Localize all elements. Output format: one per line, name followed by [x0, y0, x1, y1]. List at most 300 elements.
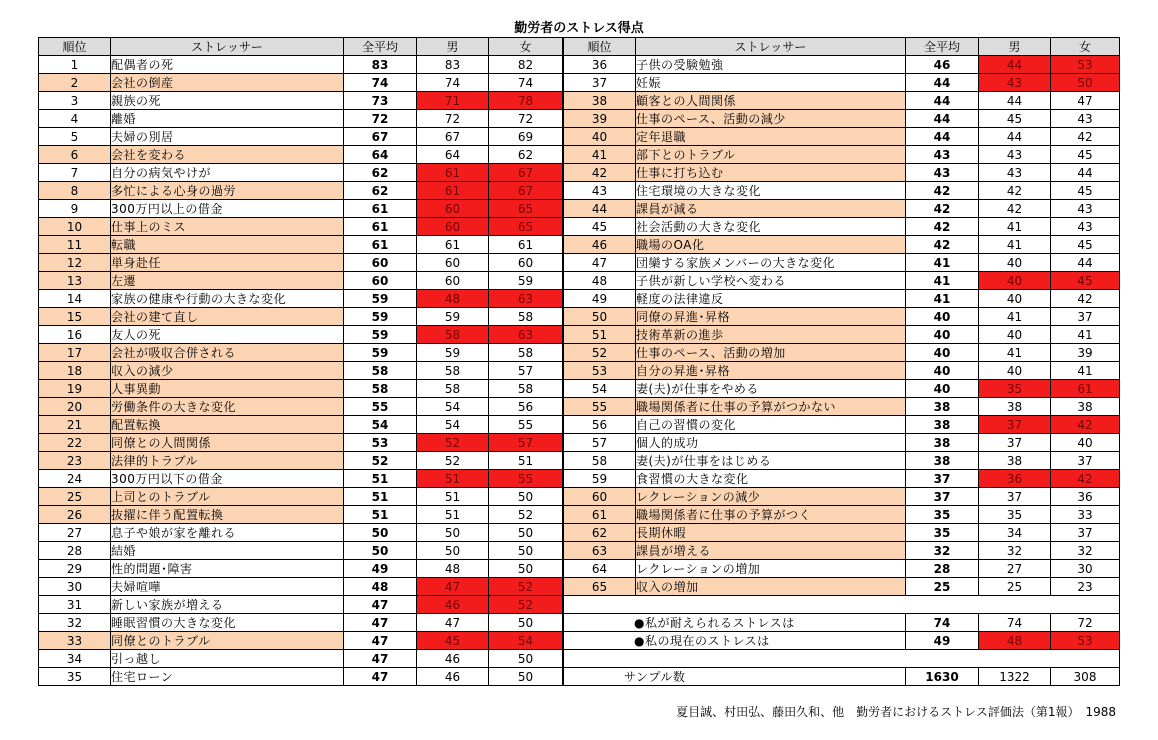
avg-cell: 72 [344, 110, 417, 128]
summary-label: ●私の現在のストレスは [564, 632, 906, 650]
table-row [39, 218, 563, 236]
female-cell: 54 [489, 632, 563, 650]
stressor-cell: 新しい家族が増える [111, 596, 344, 614]
table-row [39, 506, 563, 524]
rank-cell: 55 [564, 398, 636, 416]
stressor-cell: 仕事のペース、活動の増加 [636, 344, 906, 362]
female-cell: 42 [1051, 416, 1120, 434]
male-cell: 60 [417, 272, 489, 290]
female-cell: 44 [1051, 164, 1120, 182]
rank-cell: 32 [39, 614, 111, 632]
male-cell: 51 [417, 506, 489, 524]
stressor-cell: 定年退職 [636, 128, 906, 146]
avg-cell: 59 [344, 290, 417, 308]
rank-cell: 59 [564, 470, 636, 488]
female-cell: 43 [1051, 218, 1120, 236]
female-cell: 69 [489, 128, 563, 146]
table-row [564, 470, 1120, 488]
avg-cell: 59 [344, 326, 417, 344]
female-cell: 43 [1051, 200, 1120, 218]
female-cell: 52 [489, 596, 563, 614]
table-row [564, 578, 1120, 596]
male-cell: 47 [417, 614, 489, 632]
female-cell: 50 [489, 668, 563, 686]
male-cell: 43 [979, 146, 1051, 164]
stressor-cell: 睡眠習慣の大きな変化 [111, 614, 344, 632]
male-cell: 37 [979, 488, 1051, 506]
stressor-cell: 課員が減る [636, 200, 906, 218]
male-cell: 50 [417, 542, 489, 560]
female-cell: 67 [489, 164, 563, 182]
male-cell: 38 [979, 452, 1051, 470]
avg-cell: 50 [344, 524, 417, 542]
stressor-cell: 労働条件の大きな変化 [111, 398, 344, 416]
stressor-cell: 親族の死 [111, 92, 344, 110]
stressor-cell: 自分の昇進･昇格 [636, 362, 906, 380]
male-cell: 36 [979, 470, 1051, 488]
female-cell: 45 [1051, 236, 1120, 254]
stressor-cell: 団欒する家族メンバーの大きな変化 [636, 254, 906, 272]
avg-cell: 62 [344, 164, 417, 182]
table-row [39, 344, 563, 362]
table-row [39, 236, 563, 254]
table-row [564, 416, 1120, 434]
female-cell: 58 [489, 344, 563, 362]
table-row [564, 200, 1120, 218]
avg-cell: 42 [906, 200, 979, 218]
male-cell: 60 [417, 218, 489, 236]
table-row [564, 164, 1120, 182]
table-row [564, 128, 1120, 146]
male-cell: 44 [979, 128, 1051, 146]
stressor-cell: 収入の減少 [111, 362, 344, 380]
avg-cell: 55 [344, 398, 417, 416]
rank-cell: 12 [39, 254, 111, 272]
avg-cell: 41 [906, 254, 979, 272]
table-title: 勤労者のストレス得点 [514, 21, 644, 36]
table-row [39, 200, 563, 218]
female-cell: 50 [1051, 74, 1120, 92]
summary-label: ●私が耐えられるストレスは [564, 614, 906, 632]
rank-cell: 51 [564, 326, 636, 344]
summary-row [564, 632, 1120, 650]
avg-cell: 50 [344, 542, 417, 560]
female-cell: 41 [1051, 326, 1120, 344]
stressor-cell: 性的問題･障害 [111, 560, 344, 578]
female-cell: 56 [489, 398, 563, 416]
female-cell: 50 [489, 614, 563, 632]
female-cell: 37 [1051, 308, 1120, 326]
male-cell: 72 [417, 110, 489, 128]
rank-cell: 10 [39, 218, 111, 236]
stressor-cell: 仕事に打ち込む [636, 164, 906, 182]
avg-cell: 25 [906, 578, 979, 596]
table-row [39, 578, 563, 596]
male-cell: 51 [417, 470, 489, 488]
stressor-cell: 多忙による心身の過労 [111, 182, 344, 200]
rank-cell: 2 [39, 74, 111, 92]
table-row [39, 74, 563, 92]
male-cell: 25 [979, 578, 1051, 596]
table-row [564, 110, 1120, 128]
stressor-cell: 転職 [111, 236, 344, 254]
female-cell: 65 [489, 218, 563, 236]
rank-cell: 49 [564, 290, 636, 308]
avg-cell: 38 [906, 434, 979, 452]
rank-cell: 31 [39, 596, 111, 614]
avg-cell: 59 [344, 308, 417, 326]
header-rank: 順位 [564, 38, 636, 56]
female-cell: 37 [1051, 524, 1120, 542]
avg-cell: 44 [906, 110, 979, 128]
rank-cell: 23 [39, 452, 111, 470]
avg-cell: 40 [906, 380, 979, 398]
stressor-cell: 300万円以上の借金 [111, 200, 344, 218]
stressor-cell: 単身赴任 [111, 254, 344, 272]
stressor-cell: 会社を変わる [111, 146, 344, 164]
table-row [39, 362, 563, 380]
avg-cell: 83 [344, 56, 417, 74]
avg-cell: 61 [344, 218, 417, 236]
rank-cell: 16 [39, 326, 111, 344]
stressor-cell: 社会活動の大きな変化 [636, 218, 906, 236]
header-row [39, 38, 563, 56]
female-cell: 50 [489, 650, 563, 668]
male-cell: 59 [417, 308, 489, 326]
male-cell: 45 [979, 110, 1051, 128]
table-row [564, 398, 1120, 416]
avg-cell: 51 [344, 488, 417, 506]
rank-cell: 28 [39, 542, 111, 560]
rank-cell: 19 [39, 380, 111, 398]
table-row [564, 326, 1120, 344]
male-cell: 60 [417, 254, 489, 272]
female-cell: 67 [489, 182, 563, 200]
rank-cell: 64 [564, 560, 636, 578]
male-cell: 46 [417, 596, 489, 614]
avg-cell: 43 [906, 146, 979, 164]
stressor-cell: 会社の建て直し [111, 308, 344, 326]
stressor-cell: 住宅環境の大きな変化 [636, 182, 906, 200]
female-cell: 61 [489, 236, 563, 254]
avg-cell: 51 [344, 506, 417, 524]
rank-cell: 46 [564, 236, 636, 254]
table-row [39, 182, 563, 200]
avg-cell: 60 [344, 254, 417, 272]
stressor-cell: レクレーションの増加 [636, 560, 906, 578]
stressor-cell: 友人の死 [111, 326, 344, 344]
rank-cell: 62 [564, 524, 636, 542]
header-male: 男 [417, 38, 489, 56]
table-row [39, 416, 563, 434]
male-cell: 35 [979, 506, 1051, 524]
avg-cell: 58 [344, 380, 417, 398]
rank-cell: 39 [564, 110, 636, 128]
male-cell: 50 [417, 524, 489, 542]
avg-cell: 47 [344, 650, 417, 668]
male-cell: 48 [417, 290, 489, 308]
table-row [39, 110, 563, 128]
stressor-cell: 部下とのトラブル [636, 146, 906, 164]
female-cell: 58 [489, 380, 563, 398]
rank-cell: 1 [39, 56, 111, 74]
rank-cell: 13 [39, 272, 111, 290]
rank-cell: 4 [39, 110, 111, 128]
table-row [39, 326, 563, 344]
rank-cell: 5 [39, 128, 111, 146]
male-cell: 41 [979, 344, 1051, 362]
male-cell: 40 [979, 326, 1051, 344]
avg-cell: 47 [344, 632, 417, 650]
avg-cell: 32 [906, 542, 979, 560]
stressor-cell: 配偶者の死 [111, 56, 344, 74]
male-cell: 42 [979, 182, 1051, 200]
rank-cell: 27 [39, 524, 111, 542]
female-cell: 58 [489, 308, 563, 326]
male-cell: 48 [979, 632, 1051, 650]
stressor-cell: 軽度の法律違反 [636, 290, 906, 308]
summary-row [564, 614, 1120, 632]
rank-cell: 63 [564, 542, 636, 560]
male-cell: 38 [979, 398, 1051, 416]
sample-label: サンプル数 [564, 668, 906, 686]
male-cell: 41 [979, 236, 1051, 254]
stressor-cell: 妊娠 [636, 74, 906, 92]
avg-cell: 43 [906, 164, 979, 182]
stressor-cell: 自己の習慣の変化 [636, 416, 906, 434]
table-row [39, 290, 563, 308]
avg-cell: 46 [906, 56, 979, 74]
rank-cell: 25 [39, 488, 111, 506]
male-cell: 40 [979, 290, 1051, 308]
rank-cell: 37 [564, 74, 636, 92]
stressor-cell: 息子や娘が家を離れる [111, 524, 344, 542]
avg-cell: 61 [344, 200, 417, 218]
rank-cell: 57 [564, 434, 636, 452]
rank-cell: 52 [564, 344, 636, 362]
rank-cell: 8 [39, 182, 111, 200]
female-cell: 57 [489, 434, 563, 452]
header-row [564, 38, 1120, 56]
female-cell: 50 [489, 488, 563, 506]
stressor-cell: 子供が新しい学校へ変わる [636, 272, 906, 290]
rank-cell: 18 [39, 362, 111, 380]
avg-cell: 53 [344, 434, 417, 452]
female-cell: 55 [489, 470, 563, 488]
avg-cell: 58 [344, 362, 417, 380]
female-cell: 52 [489, 506, 563, 524]
male-cell: 27 [979, 560, 1051, 578]
rank-cell: 41 [564, 146, 636, 164]
avg-cell: 47 [344, 614, 417, 632]
rank-cell: 3 [39, 92, 111, 110]
avg-cell: 44 [906, 92, 979, 110]
stressor-cell: 長期休暇 [636, 524, 906, 542]
table-row [564, 290, 1120, 308]
table-row [564, 542, 1120, 560]
female-cell: 36 [1051, 488, 1120, 506]
stressor-cell: 抜擢に伴う配置転換 [111, 506, 344, 524]
female-cell: 74 [489, 74, 563, 92]
female-cell: 42 [1051, 470, 1120, 488]
table-row [39, 398, 563, 416]
stressor-cell: 職場のOA化 [636, 236, 906, 254]
female-cell: 63 [489, 326, 563, 344]
stressor-cell: レクレーションの減少 [636, 488, 906, 506]
stressor-cell: 同僚とのトラブル [111, 632, 344, 650]
male-cell: 61 [417, 164, 489, 182]
male-cell: 37 [979, 416, 1051, 434]
female-cell: 30 [1051, 560, 1120, 578]
table-row [564, 380, 1120, 398]
avg-cell: 67 [344, 128, 417, 146]
rank-cell: 47 [564, 254, 636, 272]
rank-cell: 40 [564, 128, 636, 146]
female-cell: 57 [489, 362, 563, 380]
table-row [39, 668, 563, 686]
male-cell: 43 [979, 164, 1051, 182]
blank-row [564, 650, 1120, 668]
avg-cell: 60 [344, 272, 417, 290]
table-row [564, 92, 1120, 110]
avg-cell: 38 [906, 452, 979, 470]
female-cell: 50 [489, 560, 563, 578]
avg-cell: 59 [344, 344, 417, 362]
stressor-cell: 左遷 [111, 272, 344, 290]
male-cell: 40 [979, 254, 1051, 272]
rank-cell: 15 [39, 308, 111, 326]
avg-cell: 42 [906, 218, 979, 236]
stressor-cell: 職場関係者に仕事の予算がつく [636, 506, 906, 524]
rank-cell: 35 [39, 668, 111, 686]
avg-cell: 35 [906, 506, 979, 524]
female-cell: 62 [489, 146, 563, 164]
female-cell: 53 [1051, 632, 1120, 650]
female-cell: 60 [489, 254, 563, 272]
male-cell: 51 [417, 488, 489, 506]
stressor-cell: 配置転換 [111, 416, 344, 434]
blank-cell [564, 650, 1120, 668]
male-cell: 64 [417, 146, 489, 164]
header-male: 男 [979, 38, 1051, 56]
male-cell: 74 [417, 74, 489, 92]
male-cell: 58 [417, 380, 489, 398]
female-cell: 32 [1051, 542, 1120, 560]
table-row [564, 146, 1120, 164]
stressor-cell: 職場関係者に仕事の予算がつかない [636, 398, 906, 416]
table-row [39, 272, 563, 290]
male-cell: 43 [979, 74, 1051, 92]
rank-cell: 54 [564, 380, 636, 398]
female-cell: 44 [1051, 254, 1120, 272]
avg-cell: 49 [906, 632, 979, 650]
male-cell: 58 [417, 362, 489, 380]
female-cell: 61 [1051, 380, 1120, 398]
stressor-cell: 法律的トラブル [111, 452, 344, 470]
avg-cell: 52 [344, 452, 417, 470]
avg-cell: 37 [906, 470, 979, 488]
male-cell: 32 [979, 542, 1051, 560]
male-cell: 61 [417, 236, 489, 254]
table-row [564, 434, 1120, 452]
rank-cell: 38 [564, 92, 636, 110]
rank-cell: 33 [39, 632, 111, 650]
male-cell: 71 [417, 92, 489, 110]
table-row [39, 380, 563, 398]
table-row [39, 56, 563, 74]
rank-cell: 22 [39, 434, 111, 452]
avg-cell: 51 [344, 470, 417, 488]
avg-cell: 38 [906, 416, 979, 434]
female-cell: 37 [1051, 452, 1120, 470]
female-cell: 72 [489, 110, 563, 128]
table-row [39, 434, 563, 452]
stressor-cell: 結婚 [111, 542, 344, 560]
table-row [564, 74, 1120, 92]
stressor-cell: 仕事のペース、活動の減少 [636, 110, 906, 128]
male-cell: 67 [417, 128, 489, 146]
avg-cell: 61 [344, 236, 417, 254]
avg-cell: 42 [906, 182, 979, 200]
rank-cell: 65 [564, 578, 636, 596]
male-cell: 61 [417, 182, 489, 200]
rank-cell: 34 [39, 650, 111, 668]
table-row [564, 344, 1120, 362]
avg-cell: 62 [344, 182, 417, 200]
stress-table-right [563, 37, 1120, 686]
male-cell: 54 [417, 398, 489, 416]
female-cell: 63 [489, 290, 563, 308]
rank-cell: 24 [39, 470, 111, 488]
stressor-cell: 同僚の昇進･昇格 [636, 308, 906, 326]
stressor-cell: 同僚との人間関係 [111, 434, 344, 452]
avg-cell: 41 [906, 272, 979, 290]
female-cell: 50 [489, 524, 563, 542]
male-cell: 41 [979, 218, 1051, 236]
avg-cell: 41 [906, 290, 979, 308]
table-row [564, 56, 1120, 74]
avg-cell: 49 [344, 560, 417, 578]
table-row [39, 128, 563, 146]
header-stressor: ストレッサー [111, 38, 344, 56]
table-row [39, 650, 563, 668]
table-row [564, 236, 1120, 254]
avg-cell: 42 [906, 236, 979, 254]
male-cell: 52 [417, 452, 489, 470]
male-cell: 59 [417, 344, 489, 362]
rank-cell: 11 [39, 236, 111, 254]
table-row [39, 632, 563, 650]
table-row [39, 164, 563, 182]
avg-cell: 40 [906, 326, 979, 344]
blank-row [564, 596, 1120, 614]
rank-cell: 9 [39, 200, 111, 218]
table-row [564, 308, 1120, 326]
female-cell: 39 [1051, 344, 1120, 362]
rank-cell: 26 [39, 506, 111, 524]
stressor-cell: 会社の倒産 [111, 74, 344, 92]
table-row [564, 218, 1120, 236]
female-cell: 43 [1051, 110, 1120, 128]
table-row [564, 506, 1120, 524]
female-cell: 82 [489, 56, 563, 74]
male-cell: 37 [979, 434, 1051, 452]
female-cell: 65 [489, 200, 563, 218]
header-rank: 順位 [39, 38, 111, 56]
stressor-cell: 上司とのトラブル [111, 488, 344, 506]
stressor-cell: 引っ越し [111, 650, 344, 668]
avg-cell: 47 [344, 668, 417, 686]
